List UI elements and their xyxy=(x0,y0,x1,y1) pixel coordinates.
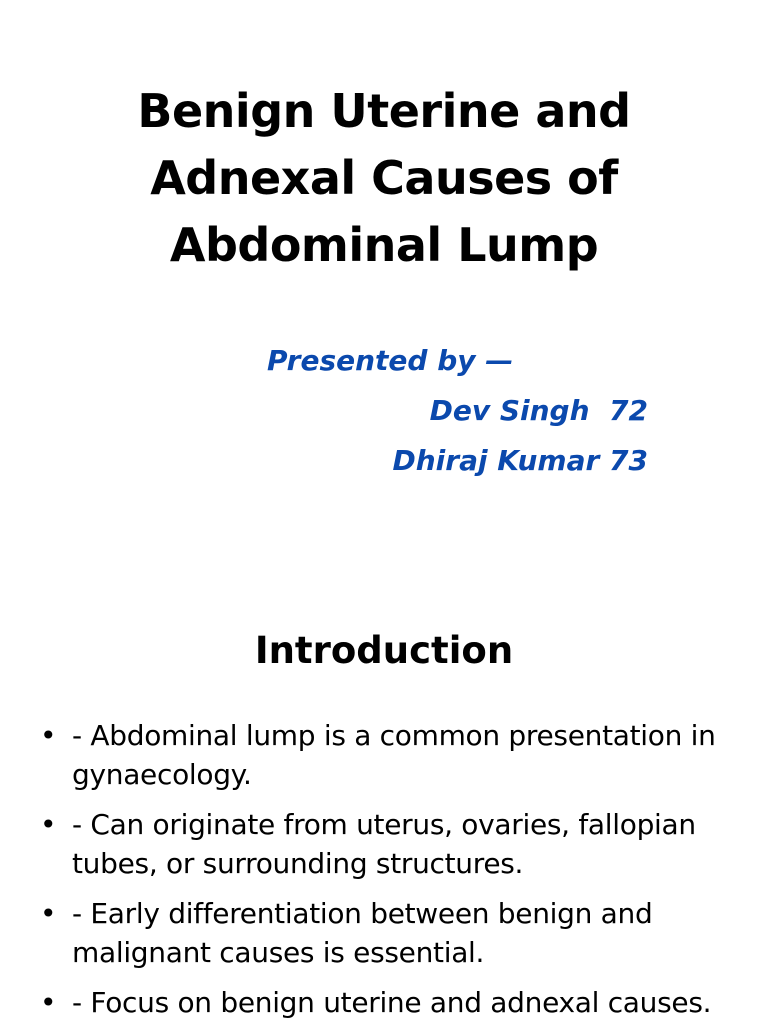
bullet-icon: • xyxy=(40,808,57,841)
introduction-slide xyxy=(0,576,768,1024)
slide-title-line: Adnexal Causes of xyxy=(150,151,618,205)
bullet-item xyxy=(40,983,740,1022)
bullet-text: - Abdominal lump is a common presentation in gynaecology. xyxy=(72,719,716,791)
bullet-item xyxy=(40,894,740,972)
presenters-block xyxy=(150,336,648,486)
bullet-item xyxy=(40,805,740,883)
slide-title-line: Abdominal Lump xyxy=(169,218,599,272)
presented-by-label: Presented by — xyxy=(267,344,514,377)
bullet-icon: • xyxy=(40,897,57,930)
bullet-icon: • xyxy=(40,719,57,752)
bullet-text: - Early differentiation between benign and malignant causes is essential. xyxy=(72,897,653,969)
bullet-icon: • xyxy=(40,986,57,1019)
slide-title xyxy=(60,78,708,279)
bullet-text: - Can originate from uterus, ovaries, fallopian tubes, or surrounding structures. xyxy=(72,808,696,880)
bullet-text: - Focus on benign uterine and adnexal causes. xyxy=(72,986,712,1019)
bullet-item xyxy=(40,716,740,794)
slide-title-line: Benign Uterine and xyxy=(137,84,631,138)
slide-heading: Introduction xyxy=(254,629,514,672)
presenter-name: Dhiraj Kumar 73 xyxy=(392,444,648,477)
presenter-name: Dev Singh 72 xyxy=(429,394,648,427)
bullet-list xyxy=(40,716,740,1033)
